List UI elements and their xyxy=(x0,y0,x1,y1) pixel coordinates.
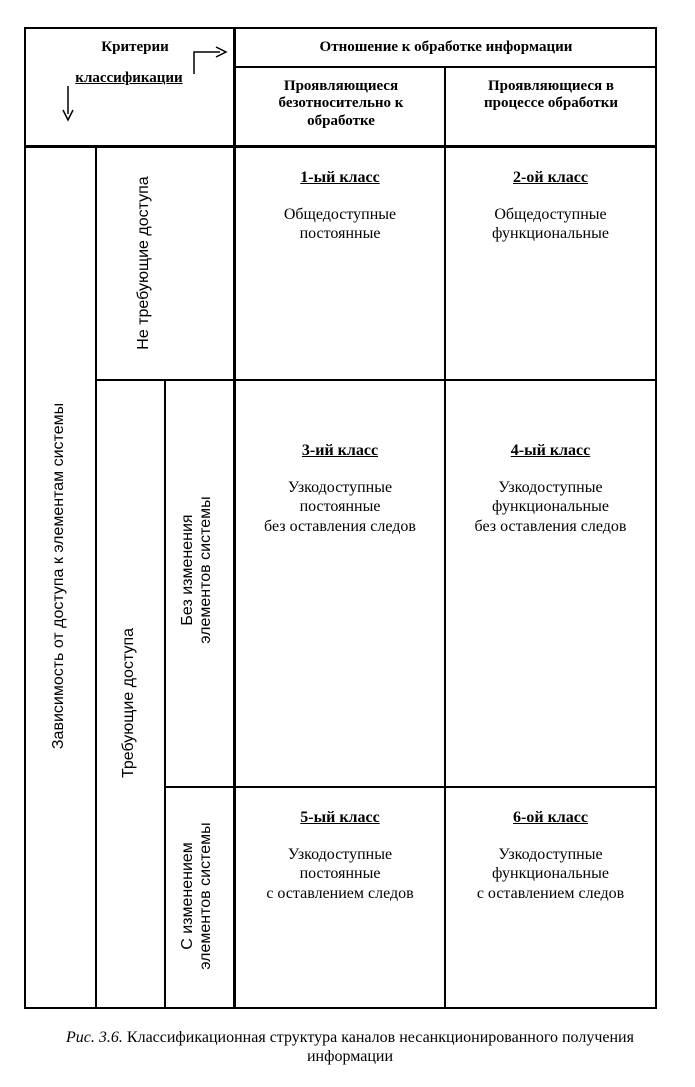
row-label-no-change xyxy=(179,475,219,665)
class-line: без оставления следов xyxy=(264,517,416,535)
row-divider-1 xyxy=(95,379,656,381)
class-line: Узкодоступные xyxy=(498,846,603,864)
class-cell-5 xyxy=(236,808,444,903)
class-line: с оставлением следов xyxy=(476,884,625,902)
class-line: функциональные xyxy=(492,865,609,883)
class-title: 3-ий класс xyxy=(301,442,379,459)
table-left-border xyxy=(24,27,26,1008)
class-line: Общедоступные xyxy=(494,206,607,224)
class-cell-3 xyxy=(236,441,444,536)
class-line: постоянные xyxy=(299,498,381,516)
table-right-border xyxy=(655,27,657,1008)
class-line: с оставлением следов xyxy=(266,884,414,902)
arrow-right-icon xyxy=(190,42,234,76)
table-bottom-border xyxy=(24,1007,657,1009)
class-title: 2-ой класс xyxy=(513,169,588,186)
row-label-divider-2 xyxy=(164,379,166,1008)
row-label-with-change-text: С изменением элементов системы xyxy=(179,822,215,970)
class-cell-4 xyxy=(446,441,655,536)
row-label-dependency: Зависимость от доступа к элементам системы xyxy=(50,402,67,750)
arrow-down-icon xyxy=(58,84,78,124)
class-line: постоянные xyxy=(299,865,381,883)
class-line: Общедоступные xyxy=(283,206,397,224)
figure-caption-text: Классификационная структура каналов несанкционированного получения информации xyxy=(126,1029,634,1066)
figure-caption xyxy=(40,1028,660,1066)
column-header-1: Проявляющиеся безотносительно к обработке xyxy=(278,78,404,129)
class-title: 5-ый класс xyxy=(300,809,380,826)
class-cell-2 xyxy=(446,168,655,244)
row-label-access: Требующие доступа xyxy=(120,627,137,779)
class-title: 6-ой класс xyxy=(513,809,588,826)
class-line: Узкодоступные xyxy=(287,479,393,497)
class-line: функциональные xyxy=(492,498,609,516)
class-line: функциональные xyxy=(492,225,609,243)
class-line: постоянные xyxy=(299,225,381,243)
class-line: без оставления следов xyxy=(474,517,627,535)
class-cell-6 xyxy=(446,808,655,903)
row-label-divider-1 xyxy=(95,146,97,1008)
row-label-with-change xyxy=(179,816,219,976)
class-cell-1 xyxy=(236,168,444,244)
row-label-no-change-text: Без изменения элементов системы xyxy=(179,496,215,644)
class-line: Узкодоступные xyxy=(287,846,393,864)
column-header-2: Проявляющиеся в процессе обработки xyxy=(484,78,618,112)
table-top-border xyxy=(24,27,656,29)
criteria-label-line2: классификации xyxy=(75,70,183,86)
criteria-label-line1: Критерии xyxy=(101,39,169,55)
header-bottom-border xyxy=(24,145,656,148)
class-title: 1-ый класс xyxy=(300,169,380,186)
relation-header: Отношение к обработке информации xyxy=(319,39,573,55)
row-label-no-access: Не требующие доступа xyxy=(135,176,152,350)
row-divider-2 xyxy=(164,786,656,788)
class-title: 4-ый класс xyxy=(510,442,591,459)
figure-number: Рис. 3.6. xyxy=(66,1029,123,1046)
class-line: Узкодоступные xyxy=(498,479,603,497)
